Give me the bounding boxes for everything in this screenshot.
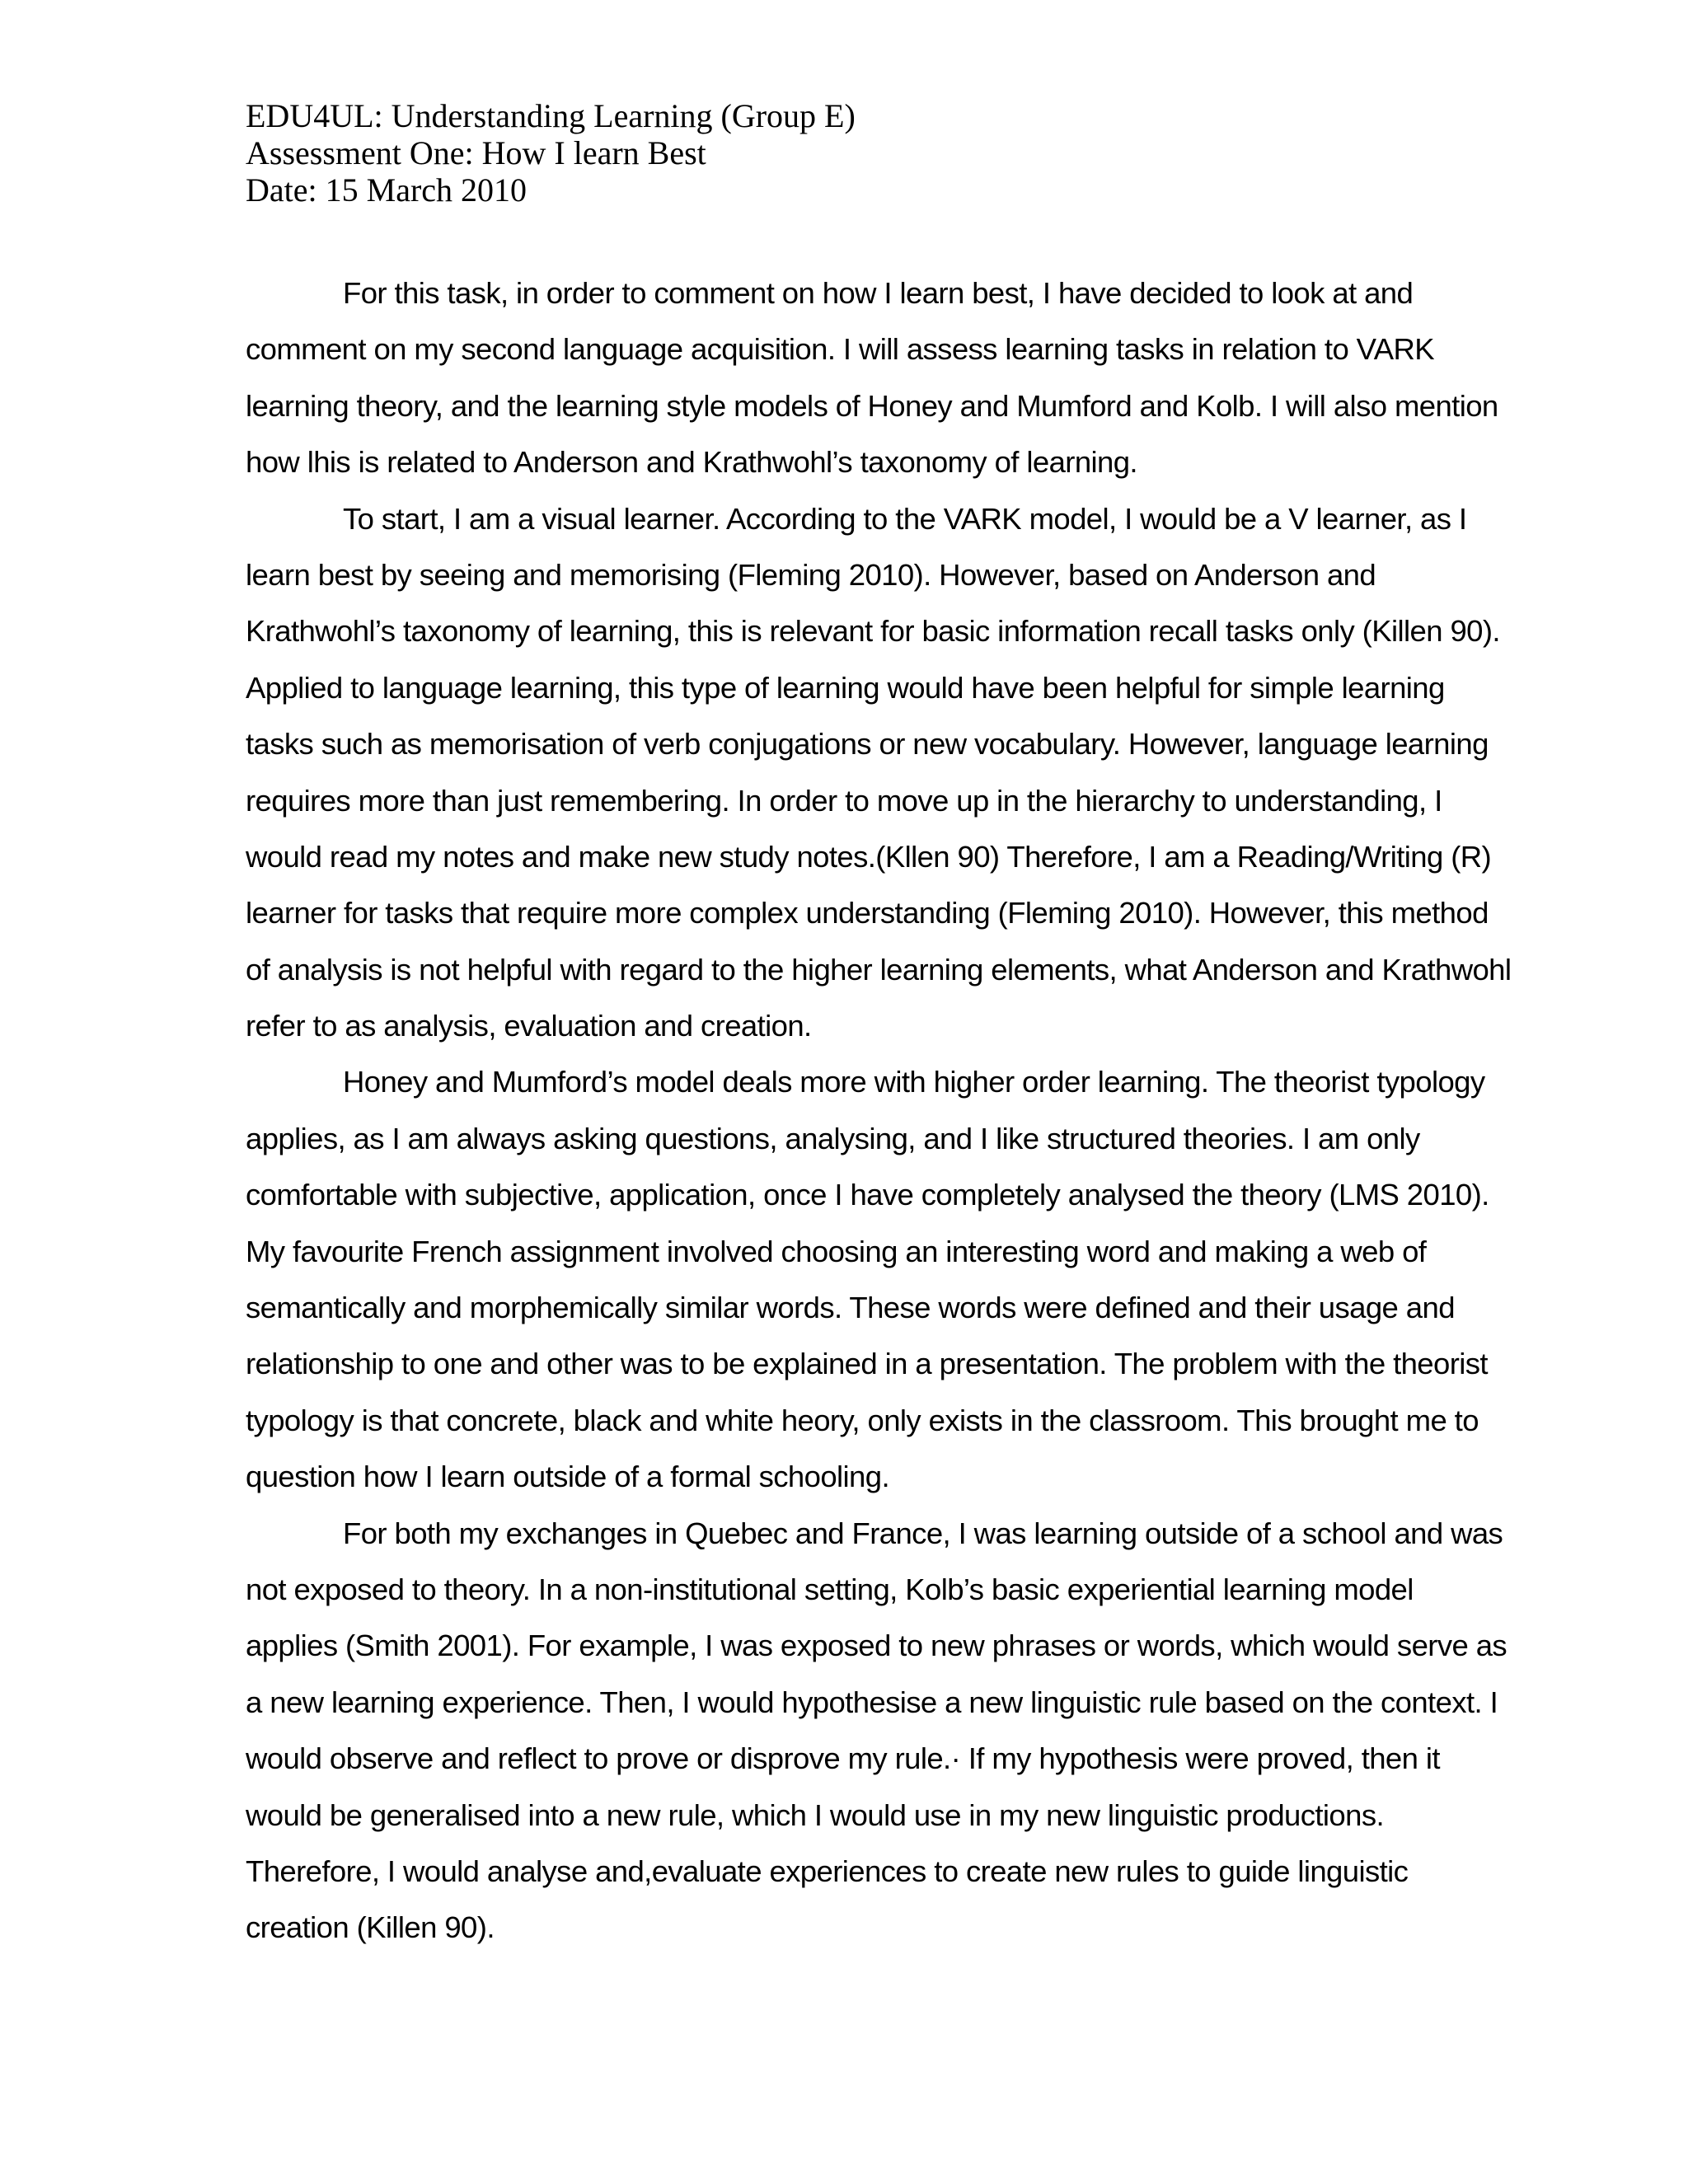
paragraph-line: Honey and Mumford’s model deals more with higher order learning. The theorist typology xyxy=(343,1065,1485,1099)
assessment-title: Assessment One: How I learn Best xyxy=(246,134,706,171)
paragraph-line: Applied to language learning, this type of learning would have been helpful for simple learning xyxy=(246,670,1445,705)
paragraph-line: question how I learn outside of a formal schooling. xyxy=(246,1460,889,1494)
paragraph-line: My favourite French assignment involved choosing an interesting word and making a web of xyxy=(246,1234,1427,1268)
paragraph-line: a new learning experience. Then, I would hypothesise a new linguistic rule based on the context. I xyxy=(246,1685,1498,1719)
paragraph-line: how lhis is related to Anderson and Krathwohl’s taxonomy of learning. xyxy=(246,445,1137,480)
paragraph-line: typology is that concrete, black and white heory, only exists in the classroom. This brought me to xyxy=(246,1403,1479,1437)
paragraph-line: tasks such as memorisation of verb conjugations or new vocabulary. However, language learning xyxy=(246,727,1489,762)
paragraph-line: would be generalised into a new rule, which I would use in my new linguistic productions. xyxy=(246,1797,1385,1832)
course-title: EDU4UL: Understanding Learning (Group E) xyxy=(246,97,856,134)
document-date: Date: 15 March 2010 xyxy=(246,171,528,209)
paragraph-line: learn best by seeing and memorising (Fleming 2010). However, based on Anderson and xyxy=(246,557,1376,592)
paragraph-line: applies, as I am always asking questions, analysing, and I like structured theories. I am only xyxy=(246,1121,1420,1155)
paragraph-line: semantically and morphemically similar words. These words were defined and their usage and xyxy=(246,1291,1455,1325)
paragraph-line: For both my exchanges in Quebec and France, I was learning outside of a school and was xyxy=(343,1516,1503,1550)
paragraph-line: creation (Killen 90). xyxy=(246,1910,495,1945)
paragraph-line: refer to as analysis, evaluation and creation. xyxy=(246,1009,812,1043)
paragraph-line: For this task, in order to comment on how I learn best, I have decided to look at and xyxy=(343,276,1414,310)
paragraph-line: relationship to one and other was to be explained in a presentation. The problem with the theorist xyxy=(246,1347,1488,1381)
paragraph-line: comfortable with subjective, application, once I have completely analysed the theory (LMS 2010). xyxy=(246,1178,1489,1212)
paragraph-line: Therefore, I would analyse and,evaluate experiences to create new rules to guide linguistic xyxy=(246,1854,1409,1888)
paragraph-line: of analysis is not helpful with regard to the higher learning elements, what Anderson and Krathwohl xyxy=(246,952,1512,987)
paragraph-line: applies (Smith 2001). For example, I was exposed to new phrases or words, which would serve as xyxy=(246,1629,1507,1663)
document-body xyxy=(246,265,1512,1957)
document-header xyxy=(246,97,1482,209)
paragraph-line: would read my notes and make new study notes.(Kllen 90) Therefore, I am a Reading/Writing (R) xyxy=(246,839,1492,874)
paragraph-line: would observe and reflect to prove or disprove my rule.· If my hypothesis were proved, then it xyxy=(246,1741,1440,1776)
paragraph-line: Krathwohl’s taxonomy of learning, this is relevant for basic information recall tasks only (Killen 90). xyxy=(246,614,1500,649)
paragraph-line: learner for tasks that require more complex understanding (Fleming 2010). However, this method xyxy=(246,896,1489,930)
paragraph-line: requires more than just remembering. In order to move up in the hierarchy to understanding, I xyxy=(246,783,1442,818)
paragraph-line: not exposed to theory. In a non-institutional setting, Kolb’s basic experiential learning model xyxy=(246,1572,1414,1606)
paragraph-line: comment on my second language acquisition. I will assess learning tasks in relation to VARK xyxy=(246,332,1434,367)
paragraph-line: To start, I am a visual learner. According to the VARK model, I would be a V learner, as I xyxy=(343,501,1467,536)
paragraph-line: learning theory, and the learning style models of Honey and Mumford and Kolb. I will also mention xyxy=(246,388,1498,423)
